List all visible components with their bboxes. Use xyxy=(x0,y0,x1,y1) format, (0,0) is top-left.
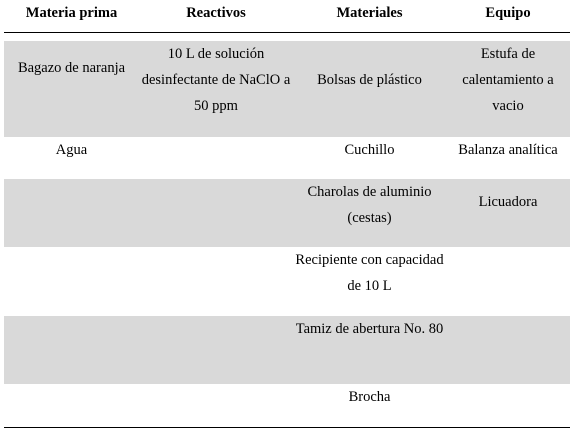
cell-reactivos xyxy=(139,247,293,316)
materials-table xyxy=(4,0,570,428)
cell-materiales: Cuchillo xyxy=(344,142,395,158)
cell-materiales: Tamiz de abertura No. 80 xyxy=(295,321,444,337)
cell-materiales: Brocha xyxy=(348,389,391,405)
cell-equipo: Licuadora xyxy=(478,194,538,210)
cell-materia-prima: Bagazo de naranja xyxy=(17,60,126,76)
cell-materiales: Bolsas de plástico xyxy=(317,72,422,88)
header-gap xyxy=(4,33,570,41)
table-row xyxy=(4,247,570,316)
cell-reactivos: 10 L de solución desinfectante de NaClO a 50 ppm xyxy=(141,46,291,114)
cell-reactivos xyxy=(139,179,293,247)
header-reactivos: Reactivos xyxy=(186,5,246,21)
cell-materia-prima xyxy=(4,247,139,316)
cell-reactivos xyxy=(139,316,293,384)
table-header-row xyxy=(4,0,570,33)
table-row xyxy=(4,316,570,384)
table-row xyxy=(4,137,570,179)
cell-equipo xyxy=(446,384,570,427)
cell-reactivos xyxy=(139,384,293,427)
cell-reactivos xyxy=(139,137,293,179)
header-equipo: Equipo xyxy=(485,5,531,21)
cell-materia-prima xyxy=(4,179,139,247)
table-row xyxy=(4,41,570,137)
cell-materia-prima: Agua xyxy=(55,142,88,158)
cell-equipo: Balanza analítica xyxy=(458,142,558,158)
table-row xyxy=(4,179,570,247)
cell-equipo: Estufa de calentamiento a vacio xyxy=(462,46,554,114)
cell-equipo xyxy=(446,316,570,384)
header-materiales: Materiales xyxy=(336,5,403,21)
cell-materiales: Recipiente con capacidad de 10 L xyxy=(295,252,444,294)
cell-equipo xyxy=(446,247,570,316)
header-materia-prima: Materia prima xyxy=(25,5,118,21)
cell-materia-prima xyxy=(4,316,139,384)
table-row xyxy=(4,384,570,428)
cell-materia-prima xyxy=(4,384,139,427)
cell-materiales: Charolas de aluminio (cestas) xyxy=(307,184,432,226)
